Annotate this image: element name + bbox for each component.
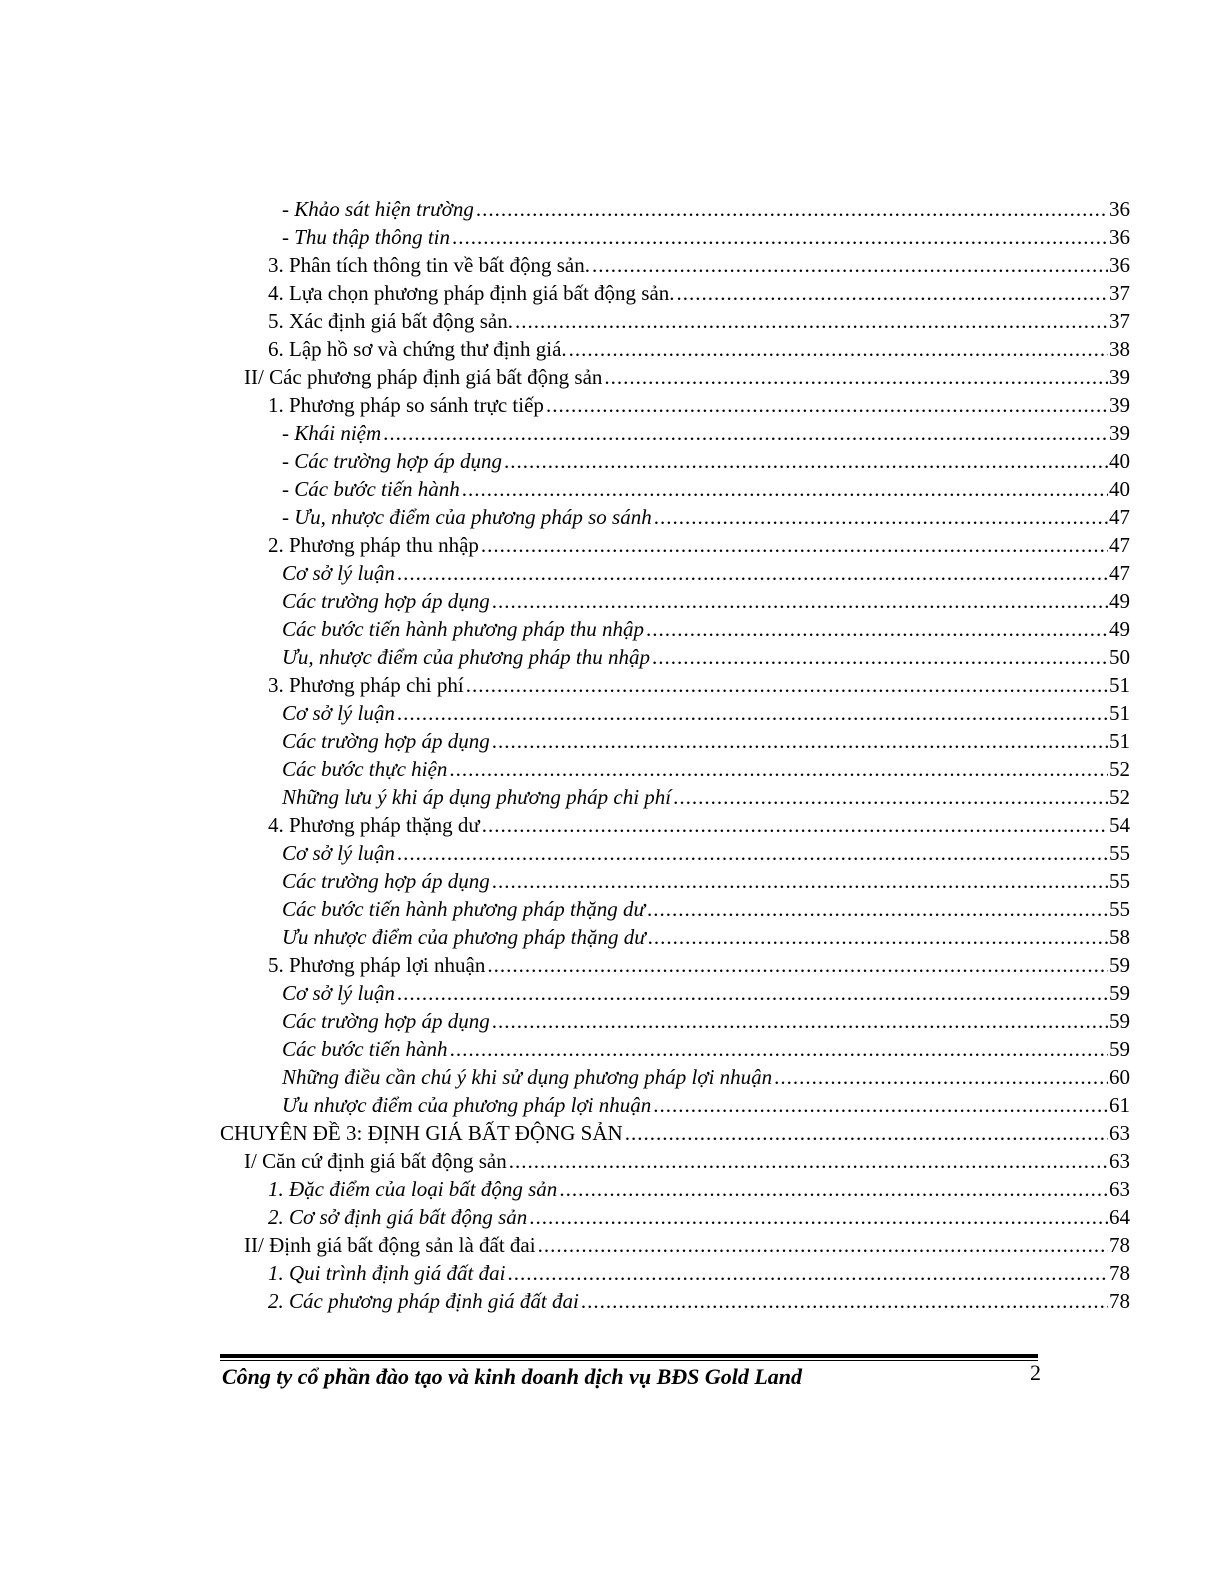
toc-entry (268, 671, 1130, 699)
toc-entry-label: Ưu nhược điểm của phương pháp thặng dư (282, 925, 646, 949)
toc-leader-dots (450, 1035, 1108, 1063)
toc-entry-page: 39 (1109, 393, 1130, 417)
toc-entry-page: 51 (1109, 729, 1130, 753)
toc-leader-dots (538, 1231, 1108, 1259)
toc-entry (220, 1119, 1130, 1147)
toc-entry-label: 5. Phương pháp lợi nhuận (268, 953, 486, 977)
toc-entry-label: Các bước tiến hành phương pháp thu nhập (282, 617, 645, 641)
toc-leader-dots (652, 643, 1108, 671)
toc-leader-dots (492, 587, 1108, 615)
toc-entry (268, 335, 1130, 363)
toc-entry (282, 1091, 1130, 1119)
toc-entry (244, 1147, 1130, 1175)
toc-entry-page: 52 (1109, 757, 1130, 781)
toc-entry-page: 51 (1109, 673, 1130, 697)
toc-entry (244, 363, 1130, 391)
toc-leader-dots (581, 1287, 1108, 1315)
toc-entry-page: 37 (1109, 309, 1130, 333)
toc-leader-dots (466, 671, 1108, 699)
toc-entry (282, 1035, 1130, 1063)
toc-entry-page: 78 (1109, 1233, 1130, 1257)
toc-entry (282, 615, 1130, 643)
toc-entry (282, 923, 1130, 951)
toc-entry-page: 58 (1109, 925, 1130, 949)
toc-entry-label: Ưu, nhược điểm của phương pháp thu nhập (282, 645, 650, 669)
toc-entry-page: 36 (1109, 225, 1130, 249)
toc-entry-page: 50 (1109, 645, 1130, 669)
toc-entry (282, 839, 1130, 867)
toc-entry-page: 59 (1109, 981, 1130, 1005)
toc-leader-dots (625, 1119, 1108, 1147)
toc-entry (282, 867, 1130, 895)
toc-leader-dots (397, 839, 1108, 867)
toc-entry (268, 1203, 1130, 1231)
toc-entry (282, 1007, 1130, 1035)
toc-entry-label: Các trường hợp áp dụng (282, 1009, 490, 1033)
toc-leader-dots (774, 1063, 1108, 1091)
toc-leader-dots (673, 783, 1108, 811)
toc-entry-label: 5. Xác định giá bất động sản. (268, 309, 513, 333)
toc-leader-dots (529, 1203, 1108, 1231)
toc-entry-label: - Thu thập thông tin (282, 225, 451, 249)
toc-entry (282, 475, 1130, 503)
toc-entry-label: II/ Định giá bất động sản là đất đai (244, 1233, 536, 1257)
toc-entry (268, 307, 1130, 335)
toc-leader-dots (648, 923, 1108, 951)
toc-leader-dots (509, 1147, 1108, 1175)
toc-entry-page: 55 (1109, 897, 1130, 921)
toc-leader-dots (452, 223, 1108, 251)
toc-leader-dots (487, 951, 1108, 979)
toc-entry-page: 63 (1109, 1149, 1130, 1173)
toc-entry-label: - Các trường hợp áp dụng (282, 449, 502, 473)
toc-entry-page: 40 (1109, 449, 1130, 473)
toc-entry-label: 1. Đặc điểm của loại bất động sản (268, 1177, 558, 1201)
toc-leader-dots (482, 811, 1108, 839)
toc-entry (282, 755, 1130, 783)
toc-entry-label: 3. Phân tích thông tin về bất động sản. (268, 253, 590, 277)
toc-entry-page: 59 (1109, 1009, 1130, 1033)
toc-entry-page: 61 (1109, 1093, 1130, 1117)
toc-entry-page: 36 (1109, 197, 1130, 221)
toc-entry (268, 251, 1130, 279)
toc-entry-label: Cơ sở lý luận (282, 841, 395, 865)
toc-leader-dots (559, 1175, 1108, 1203)
toc-entry (282, 447, 1130, 475)
toc-entry (268, 951, 1130, 979)
toc-entry-page: 49 (1109, 589, 1130, 613)
toc-entry-label: - Khái niệm (282, 421, 382, 445)
toc-leader-dots (654, 503, 1108, 531)
toc-leader-dots (647, 895, 1108, 923)
toc-entry (282, 503, 1130, 531)
toc-entry-label: Các bước tiến hành (282, 1037, 448, 1061)
toc-entry-page: 52 (1109, 785, 1130, 809)
toc-entry-label: Những lưu ý khi áp dụng phương pháp chi phí (282, 785, 672, 809)
toc-entry (282, 643, 1130, 671)
toc-leader-dots (507, 1259, 1108, 1287)
toc-entry-label: 2. Cơ sở định giá bất động sản (268, 1205, 528, 1229)
toc-leader-dots (481, 531, 1108, 559)
toc-entry (268, 279, 1130, 307)
toc-leader-dots (515, 307, 1108, 335)
toc-entry (268, 811, 1130, 839)
toc-entry-label: Các trường hợp áp dụng (282, 869, 490, 893)
toc-entry (282, 195, 1130, 223)
toc-entry-label: 2. Phương pháp thu nhập (268, 533, 479, 557)
toc-entry-page: 55 (1109, 841, 1130, 865)
toc-leader-dots (449, 755, 1108, 783)
toc-entry-label: - Ưu, nhược điểm của phương pháp so sánh (282, 505, 652, 529)
toc-entry (282, 783, 1130, 811)
toc-leader-dots (604, 363, 1108, 391)
toc-entry-label: Các trường hợp áp dụng (282, 589, 490, 613)
toc-entry-label: 4. Phương pháp thặng dư (268, 813, 480, 837)
toc-entry-page: 40 (1109, 477, 1130, 501)
footer-divider-thin (220, 1360, 1038, 1361)
toc-entry-page: 39 (1109, 365, 1130, 389)
toc-entry (268, 1175, 1130, 1203)
toc-entry (268, 1287, 1130, 1315)
toc-leader-dots (492, 1007, 1108, 1035)
toc-entry (282, 727, 1130, 755)
toc-entry (268, 391, 1130, 419)
toc-entry-label: 1. Qui trình định giá đất đai (268, 1261, 506, 1285)
toc-entry (282, 979, 1130, 1007)
toc-entry-label: II/ Các phương pháp định giá bất động sản (244, 365, 603, 389)
toc-entry-page: 37 (1109, 281, 1130, 305)
toc-leader-dots (397, 699, 1108, 727)
toc-entry-page: 49 (1109, 617, 1130, 641)
toc-entry-label: Cơ sở lý luận (282, 701, 395, 725)
toc-entry-label: 4. Lựa chọn phương pháp định giá bất động sản. (268, 281, 675, 305)
toc-entry-page: 39 (1109, 421, 1130, 445)
toc-entry (282, 895, 1130, 923)
toc-entry-page: 59 (1109, 953, 1130, 977)
toc-entry (244, 1231, 1130, 1259)
toc-entry-label: - Khảo sát hiện trường (282, 197, 474, 221)
toc-leader-dots (653, 1091, 1108, 1119)
footer-page-number: 2 (1030, 1360, 1041, 1385)
toc-entry (282, 223, 1130, 251)
toc-entry-label: Cơ sở lý luận (282, 981, 395, 1005)
toc-entry-page: 47 (1109, 533, 1130, 557)
toc-entry (268, 531, 1130, 559)
toc-entry (282, 587, 1130, 615)
toc-entry-label: Các trường hợp áp dụng (282, 729, 490, 753)
toc-leader-dots (592, 251, 1108, 279)
toc-leader-dots (397, 979, 1108, 1007)
toc-leader-dots (462, 475, 1108, 503)
toc-leader-dots (646, 615, 1108, 643)
toc-entry-label: Những điều cần chú ý khi sử dụng phương pháp lợi nhuận (282, 1065, 773, 1089)
toc-leader-dots (569, 335, 1108, 363)
toc-entry-page: 64 (1109, 1205, 1130, 1229)
toc-entry-label: I/ Căn cứ định giá bất động sản (244, 1149, 507, 1173)
toc-entry-label: CHUYÊN ĐỀ 3: ĐỊNH GIÁ BẤT ĐỘNG SẢN (220, 1121, 623, 1145)
toc-leader-dots (546, 391, 1108, 419)
toc-entry-page: 59 (1109, 1037, 1130, 1061)
toc-entry (268, 1259, 1130, 1287)
toc-leader-dots (476, 195, 1108, 223)
toc-entry-label: Các bước tiến hành phương pháp thặng dư (282, 897, 645, 921)
footer-company-name: Công ty cổ phần đào tạo và kinh doanh dịch vụ BĐS Gold Land (222, 1364, 803, 1389)
toc-entry (282, 419, 1130, 447)
toc-entry-label: Cơ sở lý luận (282, 561, 395, 585)
toc-leader-dots (677, 279, 1108, 307)
toc-entry-page: 55 (1109, 869, 1130, 893)
toc-entry-page: 47 (1109, 505, 1130, 529)
toc-entry-page: 63 (1109, 1177, 1130, 1201)
toc-entry-page: 47 (1109, 561, 1130, 585)
toc-entry-page: 63 (1109, 1121, 1130, 1145)
toc-entry-label: 6. Lập hồ sơ và chứng thư định giá. (268, 337, 567, 361)
toc-entry-label: Các bước thực hiện (282, 757, 448, 781)
toc-leader-dots (383, 419, 1108, 447)
toc-entry-label: 3. Phương pháp chi phí (268, 673, 464, 697)
toc-entry (282, 1063, 1130, 1091)
toc-leader-dots (397, 559, 1108, 587)
toc-entry-label: 1. Phương pháp so sánh trực tiếp (268, 393, 544, 417)
toc-entry-label: Ưu nhược điểm của phương pháp lợi nhuận (282, 1093, 652, 1117)
toc-leader-dots (504, 447, 1108, 475)
toc-entry-page: 51 (1109, 701, 1130, 725)
footer-divider (220, 1354, 1038, 1358)
toc-entry (282, 699, 1130, 727)
toc-leader-dots (492, 867, 1108, 895)
toc-entry-page: 78 (1109, 1261, 1130, 1285)
toc-entry-page: 36 (1109, 253, 1130, 277)
toc-leader-dots (492, 727, 1108, 755)
toc-entry-label: 2. Các phương pháp định giá đất đai (268, 1289, 579, 1313)
toc-entry-page: 38 (1109, 337, 1130, 361)
toc-entry-label: - Các bước tiến hành (282, 477, 460, 501)
toc-entry-page: 78 (1109, 1289, 1130, 1313)
toc-entry (282, 559, 1130, 587)
toc-entry-page: 54 (1109, 813, 1130, 837)
toc-entry-page: 60 (1109, 1065, 1130, 1089)
